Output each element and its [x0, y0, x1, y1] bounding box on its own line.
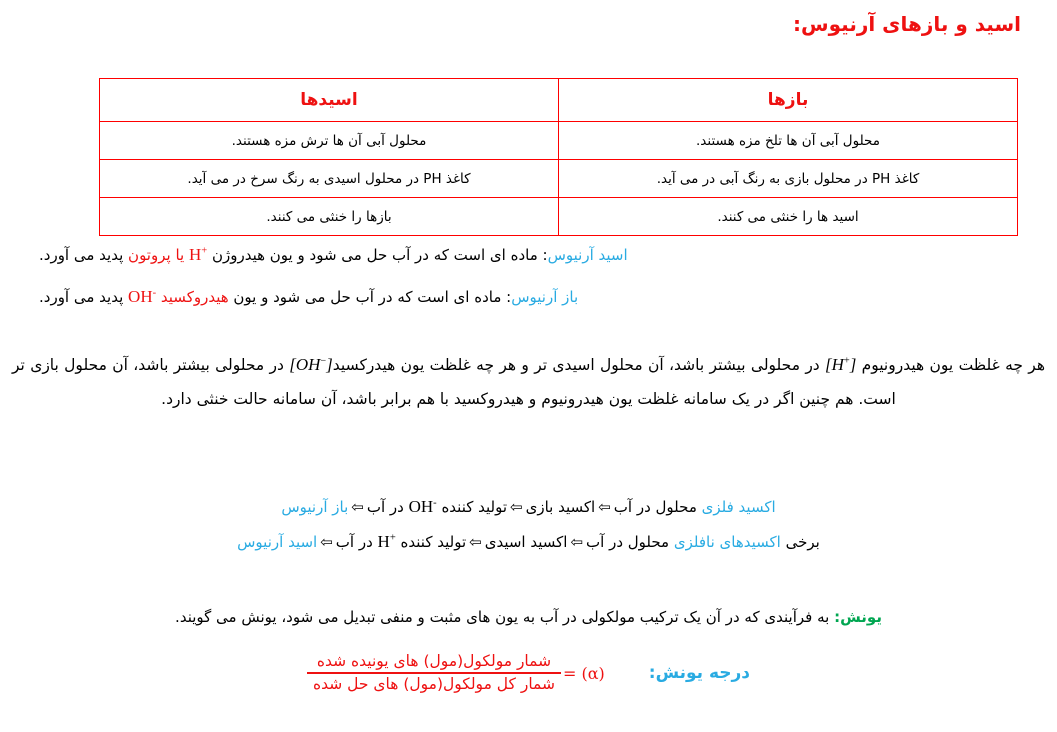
table-row [100, 160, 1018, 198]
hydrogen-symbol: H [377, 532, 390, 551]
ionization-term: یونش: [834, 608, 882, 626]
leftwards-arrow-icon: ⇦ [320, 533, 333, 551]
table-row [100, 122, 1018, 160]
alpha-equals-label: = (α) [563, 663, 605, 683]
hydrogen-ion-chain-formula [378, 532, 396, 552]
leftwards-arrow-icon: ⇦ [598, 498, 611, 516]
hydroxide-word: هیدروکسید [160, 288, 229, 306]
chain1-arrhenius-base: باز آرنیوس [281, 498, 349, 516]
hydroxide-ion-formula [128, 288, 156, 305]
metal-oxide-chain-line [0, 497, 1057, 517]
math-superscript: − [320, 355, 327, 367]
table-header-acids: اسیدها [100, 79, 559, 122]
leftwards-arrow-icon: ⇦ [510, 498, 523, 516]
table-row [100, 198, 1018, 236]
chain2-item1-rest: محلول در آب [586, 533, 674, 551]
ionization-fraction [307, 652, 561, 695]
table-cell-base-taste: محلول آبی آن ها تلخ مزه هستند. [559, 122, 1018, 160]
hydroxide-symbol: OH [408, 497, 434, 516]
acid-term: اسید آرنیوس [547, 246, 628, 264]
ionization-definition-text: به فرآیندی که در آن یک ترکیب مولکولی در آب به یون های مثبت و منفی تبدیل می شود، یونش می گویند. [175, 608, 835, 626]
chain2-item2: اکسید اسیدی [484, 533, 568, 551]
math-symbol: H [831, 355, 844, 374]
bracket-close: ] [849, 355, 857, 374]
bracket-close: ] [326, 355, 333, 374]
degree-of-ionization-row [0, 652, 1057, 695]
page-title: اسید و بازهای آرنیوس: [793, 12, 1021, 36]
chain2-item3-post: در آب [335, 533, 378, 551]
degree-of-ionization-label: درجه یونش: [648, 663, 751, 684]
acid-definition-line [39, 246, 1018, 263]
hydrogen-ion-formula [189, 246, 207, 263]
hydroxide-concentration-math [289, 348, 333, 382]
chain1-item3-post: در آب [366, 498, 409, 516]
table-cell-acid-neutralize: بازها را خنثی می کنند. [100, 198, 559, 236]
leftwards-arrow-icon: ⇦ [570, 533, 584, 551]
table-body [100, 122, 1018, 236]
math-symbol: OH [295, 355, 321, 374]
degree-of-ionization-formula [307, 652, 605, 695]
leftwards-arrow-icon: ⇦ [351, 498, 364, 516]
acid-definition-part3: پدید می آورد. [39, 246, 129, 264]
fraction-denominator: شمار کل مولکول(مول) های حل شده [307, 672, 561, 694]
chain1-item1-rest: محلول در آب [613, 498, 702, 516]
bracket-open: [ [825, 355, 832, 374]
acid-base-comparison-table [99, 78, 1018, 236]
chain2-item3-pre: تولید کننده [395, 533, 467, 551]
nonmetal-oxide-chain-line [0, 532, 1057, 552]
chain1-item3-pre: تولید کننده [436, 498, 508, 516]
paragraph-segment-2: در محلولی بیشتر باشد، آن محلول اسیدی تر و هر چه غلظت یون هیدرکسید [332, 356, 826, 374]
chain2-nonmetal-oxide-term: اکسیدهای نافلزی [673, 533, 781, 551]
base-definition-part3: پدید می آورد. [39, 288, 129, 306]
concentration-explanation-paragraph [12, 348, 1045, 416]
base-term: باز آرنیوس [511, 288, 579, 306]
base-definition-part1: : ماده ای است که در آب حل می شود و یون [228, 288, 512, 306]
table-header-bases: بازها [559, 79, 1018, 122]
chain2-prefix: برخی [780, 533, 820, 551]
chain1-item2: اکسید بازی [525, 498, 596, 516]
table-head [100, 79, 1018, 122]
fraction-numerator: شمار مولکول(مول) های یونیده شده [316, 652, 552, 670]
paragraph-segment-1: هر چه غلظت یون هیدرونیوم [856, 356, 1046, 374]
base-definition-line [39, 288, 1018, 305]
table-header-row [100, 79, 1018, 122]
table-cell-acid-ph: کاغذ PH در محلول اسیدی به رنگ سرخ در می آید. [100, 160, 559, 198]
math-superscript: + [843, 355, 850, 367]
acid-definition-part1: : ماده ای است که در آب حل می شود و یون هیدروژن [207, 246, 548, 264]
ionization-definition-line [0, 608, 1057, 626]
hydroxide-symbol: OH [128, 287, 153, 306]
table-cell-base-ph: کاغذ PH در محلول بازی به رنگ آبی در می آید. [559, 160, 1018, 198]
bracket-open: [ [289, 355, 296, 374]
acid-definition-part2: یا پروتون [128, 246, 189, 264]
hydrogen-symbol: H [188, 245, 202, 264]
hydronium-concentration-math [825, 348, 856, 382]
hydroxide-charge: - [152, 287, 157, 299]
leftwards-arrow-icon: ⇦ [469, 533, 482, 551]
table-cell-base-neutralize: اسید ها را خنثی می کنند. [559, 198, 1018, 236]
table-cell-acid-taste: محلول آبی آن ها ترش مزه هستند. [100, 122, 559, 160]
paragraph-segment-3: در محلولی بیشتر باشد، آن محلول بازی تر است. هم چنین اگر در یک سامانه غلظت یون هیدرونیوم و هیدروکسید با هم برابر باشد، آن سامانه حالت خنثی دارد. [12, 356, 896, 408]
hydrogen-charge: + [389, 532, 396, 544]
hydroxide-charge: - [433, 497, 437, 509]
chain2-arrhenius-acid: اسید آرنیوس [237, 533, 318, 551]
hydroxide-ion-chain-formula [409, 497, 437, 517]
hydrogen-charge: + [201, 245, 208, 257]
acid-base-comparison-table-wrapper [99, 78, 1018, 236]
chain1-metal-oxide-term: اکسید فلزی [701, 498, 776, 516]
